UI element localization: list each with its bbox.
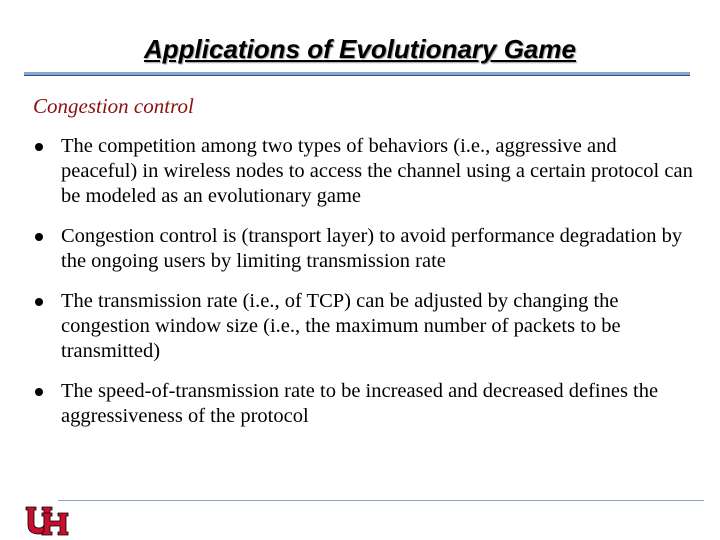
bullet-item — [33, 289, 693, 364]
bullet-text: The speed-of-transmission rate to be increased and decreased defines the aggressiveness of the protocol — [61, 380, 659, 427]
bullet-item — [33, 379, 693, 429]
bullet-item — [33, 224, 693, 274]
title-divider — [24, 72, 690, 76]
section-heading: Congestion control — [33, 94, 194, 118]
bullet-dot-icon — [35, 298, 43, 306]
bullet-text: The transmission rate (i.e., of TCP) can be adjusted by changing the congestion window size (i.e., the maximum number of packets to be transmitted) — [61, 290, 621, 362]
bullet-item — [33, 134, 693, 209]
bullet-text: Congestion control is (transport layer) to avoid performance degradation by the ongoing users by limiting transmission rate — [61, 225, 683, 272]
slide-title: Applications of Evolutionary Game — [144, 34, 576, 64]
interlocking-uh-logo-icon — [24, 505, 70, 537]
bullet-text: The competition among two types of behaviors (i.e., aggressive and peaceful) in wireless nodes to access the channel using a certain protocol can be modeled as an evolutionary game — [61, 135, 693, 207]
bullet-dot-icon — [35, 233, 43, 241]
footer-divider — [58, 500, 704, 501]
bullet-dot-icon — [35, 388, 43, 396]
bullet-list — [33, 134, 693, 444]
bullet-dot-icon — [35, 143, 43, 151]
